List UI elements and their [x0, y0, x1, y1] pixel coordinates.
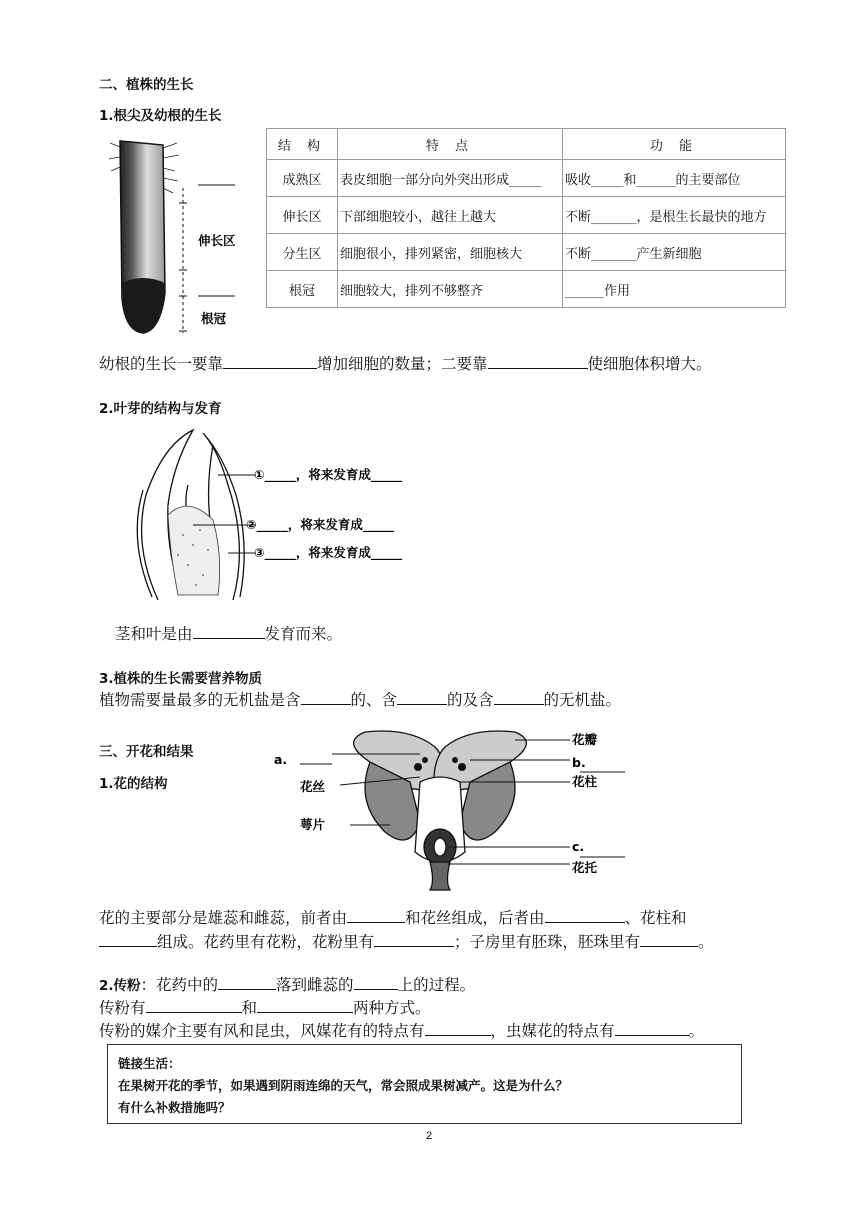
root-tip-diagram	[105, 133, 270, 338]
bud-label-2: ②_____，将来发育成_____	[246, 517, 395, 532]
answer-blank[interactable]	[257, 998, 353, 1013]
answer-blank[interactable]	[397, 690, 447, 705]
pollination-sentence: 2.传粉：花药中的 落到雌蕊的 上的过程。	[99, 976, 476, 994]
flower-structure-diagram	[270, 722, 635, 892]
table-cell-name: 成熟区	[267, 160, 338, 197]
page-number: 2	[426, 1130, 433, 1142]
pollination-types-sentence: 传粉有 和 两种方式。	[99, 999, 431, 1017]
stem-sentence: 茎和叶是由 发育而来。	[115, 625, 343, 643]
mineral-sentence: 植物需要量最多的无机盐是含 的、含 的及含 的无机盐。	[99, 691, 622, 709]
life-link-box	[107, 1044, 742, 1124]
answer-blank[interactable]	[301, 690, 351, 705]
flower-label-c: c.	[572, 839, 585, 854]
root-label-elongation: 伸长区	[198, 233, 236, 248]
answer-blank[interactable]	[545, 908, 625, 923]
answer-blank[interactable]	[99, 932, 157, 947]
flower-sentence-1: 花的主要部分是雄蕊和雌蕊，前者由 和花丝组成，后者由 、花柱和	[99, 909, 687, 927]
answer-blank[interactable]	[347, 908, 405, 923]
table-cell-feature: 细胞较大，排列不够整齐	[338, 271, 563, 308]
bud-label-1: ①_____，将来发育成_____	[254, 467, 403, 482]
table-cell-function: 吸收_____和______的主要部位	[563, 160, 786, 197]
answer-blank[interactable]	[425, 1021, 491, 1036]
flower-label-sepal: 萼片	[300, 817, 326, 832]
root-label-cap: 根冠	[201, 311, 227, 326]
table-cell-feature: 表皮细胞一部分向外突出形成_____	[338, 160, 563, 197]
answer-blank[interactable]	[193, 624, 265, 639]
life-link-title: 链接生活：	[118, 1056, 181, 1071]
bud-label-3: ③_____，将来发育成_____	[254, 545, 403, 560]
flower-label-filament: 花丝	[300, 779, 326, 794]
subsection-title: 1.根尖及幼根的生长	[99, 108, 222, 124]
table-cell-feature: 细胞很小，排列紧密，细胞核大	[338, 234, 563, 271]
answer-blank[interactable]	[146, 998, 242, 1013]
answer-blank[interactable]	[354, 975, 398, 990]
table-row	[267, 234, 786, 271]
table-row	[267, 160, 786, 197]
pollination-media-sentence: 传粉的媒介主要有风和昆虫，风媒花有的特点有 ，虫媒花的特点有 。	[99, 1022, 705, 1040]
answer-blank[interactable]	[488, 354, 588, 369]
flower-sentence-2: 组成。花药里有花粉，花粉里有 ；子房里有胚珠，胚珠里有 。	[99, 930, 714, 952]
table-cell-function: 不断_______，是根生长最快的地方	[563, 197, 786, 234]
flower-label-a: a.	[274, 752, 288, 767]
answer-blank[interactable]	[223, 354, 317, 369]
table-cell-feature: 下部细胞较小，越往上越大	[338, 197, 563, 234]
table-cell-name: 伸长区	[267, 197, 338, 234]
answer-blank[interactable]	[374, 932, 454, 947]
answer-blank[interactable]	[615, 1021, 689, 1036]
subsection-title: 3.植株的生长需要营养物质	[99, 671, 263, 687]
section-title: 二、植株的生长	[99, 77, 194, 93]
table-row	[267, 197, 786, 234]
flower-label-b: b.	[572, 755, 586, 770]
table-header-row	[267, 129, 786, 160]
table-cell-name: 根冠	[267, 271, 338, 308]
section-title: 三、开花和结果	[99, 744, 194, 760]
table-row	[267, 271, 786, 308]
flower-label-petal: 花瓣	[572, 732, 598, 747]
leaf-bud-diagram	[128, 425, 428, 605]
flower-label-receptacle: 花托	[572, 860, 598, 875]
root-growth-sentence: 幼根的生长一要靠 增加细胞的数量；二要靠 使细胞体积增大。	[99, 355, 712, 373]
life-link-question-1: 在果树开花的季节，如果遇到阴雨连绵的天气，常会照成果树减产。这是为什么？	[118, 1078, 569, 1093]
table-cell-name: 分生区	[267, 234, 338, 271]
root-structure-table	[266, 128, 786, 308]
table-header-structure: 结 构	[267, 129, 338, 160]
life-link-question-2: 有什么补救措施吗？	[118, 1100, 231, 1115]
answer-blank[interactable]	[218, 975, 276, 990]
subsection-title: 2.叶芽的结构与发育	[99, 401, 222, 417]
table-cell-function: 不断_______产生新细胞	[563, 234, 786, 271]
subsection-title: 1.花的结构	[99, 776, 168, 792]
answer-blank[interactable]	[640, 932, 698, 947]
table-header-function: 功 能	[563, 129, 786, 160]
subsection-title: 2.传粉	[99, 978, 141, 994]
table-cell-function: ______作用	[563, 271, 786, 308]
answer-blank[interactable]	[494, 690, 544, 705]
table-header-feature: 特 点	[338, 129, 563, 160]
flower-label-style: 花柱	[572, 774, 598, 789]
